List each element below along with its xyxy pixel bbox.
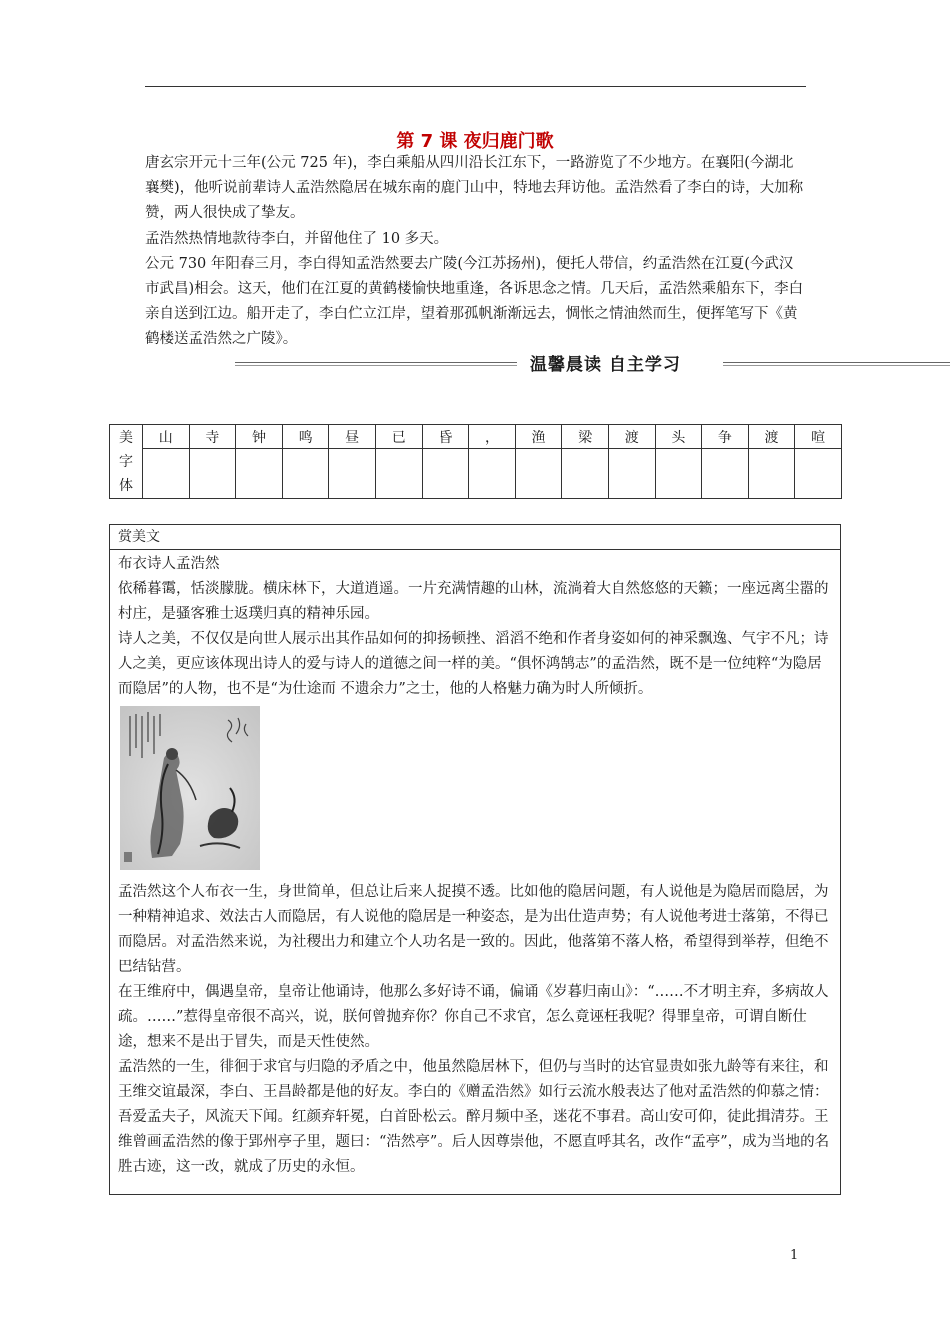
- article-paragraph: 诗人之美，不仅仅是向世人展示出其作品如何的抑扬顿挫、滔滔不绝和作者身姿如何的神采飘逸、气宇不凡；诗人之美，更应该体现出诗人的爱与诗人的道德之间一样的美。“俱怀鸿鹄志”的孟浩然，既不是一位纯粹“为隐居而隐居”的人物，也不是“为仕途而 不遗余力”之士，他的人格魅力确为时人所倾折。: [118, 631, 829, 697]
- article-paragraph: 孟浩然的一生，徘徊于求官与归隐的矛盾之中，他虽然隐居林下，但仍与当时的达官显贵如张九龄等有来往，和王维交谊最深，李白、王昌龄都是他的好友。李白的《赠孟浩然》如行云流水般表达了他对孟浩然的仰慕之情：吾爱孟夫子，风流天下闻。红颜弃轩冕，白首卧松云。醉月频中圣，迷花不事君。高山安可仰，徒此揖清芬。王维曾画孟浩然的像于郢州亭子里，题曰：“浩然亭”。后人因尊崇他，不愿直呼其名，改作“孟亭”，成为当地的名胜古迹，这一改，就成了历史的永恒。: [118, 1059, 830, 1175]
- table-label: [110, 425, 143, 499]
- intro-paragraph: 孟浩然热情地款待李白，并留他住了 10 多天。: [145, 230, 449, 247]
- article-paragraph: 孟浩然这个人布衣一生，身世简单，但总让后来人捉摸不透。比如他的隐居问题，有人说他是为隐居而隐居，为一种精神追求、效法古人而隐居，有人说他的隐居是一种姿态，是为出仕造声势；有人说他考进士落第，不得已而隐居。对孟浩然来说，为社稷出力和建立个人功名是一致的。因此，他落第不落人格，希望得到举荐，但绝不巴结钻营。: [118, 884, 829, 975]
- glyph-cell: 寺: [189, 425, 236, 449]
- practice-cell[interactable]: [329, 449, 376, 499]
- heading-rule-right: [723, 362, 950, 366]
- glyph-cell: ，: [469, 425, 516, 449]
- appreciation-body: [110, 550, 840, 1180]
- appreciation-box: [109, 524, 841, 1195]
- glyph-cell: 喧: [795, 425, 842, 449]
- glyph-cell: 争: [702, 425, 749, 449]
- glyph-cell: 山: [143, 425, 190, 449]
- heading-rule-left: [235, 362, 517, 366]
- glyph-cell: 已: [375, 425, 422, 449]
- practice-cell[interactable]: [189, 449, 236, 499]
- practice-cell[interactable]: [282, 449, 329, 499]
- article-subtitle: 布衣诗人孟浩然: [118, 556, 220, 572]
- label-char: 字: [119, 454, 133, 470]
- section-heading: [145, 350, 805, 376]
- glyph-cell: 梁: [562, 425, 609, 449]
- glyph-cell: 昏: [422, 425, 469, 449]
- practice-cell[interactable]: [702, 449, 749, 499]
- glyph-cell: 鸣: [282, 425, 329, 449]
- lesson-title: 第 7 课 夜归鹿门歌: [396, 131, 554, 152]
- glyph-cell: 渡: [748, 425, 795, 449]
- glyph-cell: 头: [655, 425, 702, 449]
- practice-cell[interactable]: [515, 449, 562, 499]
- intro-paragraph: 公元 730 年阳春三月，李白得知孟浩然要去广陵(今江苏扬州)，便托人带信，约孟浩然在江夏(今武汉市武昌)相会。这天，他们在江夏的黄鹤楼愉快地重逢，各诉思念之情。几天后，孟浩然乘船东下，李白亲自送到江边。船开走了，李白伫立江岸，望着那孤帆渐渐远去，惆怅之情油然而生，便挥笔写下《黄鹤楼送孟浩然之广陵》。: [145, 255, 804, 348]
- ink-painting-scholar-with-crane-icon: [120, 706, 260, 870]
- practice-cell[interactable]: [795, 449, 842, 499]
- practice-cell[interactable]: [748, 449, 795, 499]
- intro-paragraph: 唐玄宗开元十三年(公元 725 年)，李白乘船从四川沿长江东下，一路游览了不少地方。在襄阳(今湖北襄樊)，他听说前辈诗人孟浩然隐居在城东南的鹿门山中，特地去拜访他。孟浩然看了李白的诗，大加称赞，两人很快成了挚友。: [145, 155, 804, 222]
- header-rule: [145, 86, 806, 87]
- practice-cell[interactable]: [562, 449, 609, 499]
- practice-cell[interactable]: [375, 449, 422, 499]
- glyph-cell: 渡: [608, 425, 655, 449]
- glyph-cell: 昼: [329, 425, 376, 449]
- practice-cell[interactable]: [422, 449, 469, 499]
- intro-text: [145, 151, 805, 353]
- appreciation-header: 赏美文: [110, 525, 840, 550]
- article-paragraph: 在王维府中，偶遇皇帝，皇帝让他诵诗，他那么多好诗不诵，偏诵《岁暮归南山》：“……不才明主弃，多病故人疏。……”惹得皇帝很不高兴，说，朕何曾抛弃你？你自己不求官，怎么竟诬枉我呢？得罪皇帝，可谓自断仕途，想来不是出于冒失，而是天性使然。: [118, 984, 829, 1050]
- glyph-cell: 钟: [236, 425, 283, 449]
- practice-cell[interactable]: [236, 449, 283, 499]
- label-char: 美: [119, 430, 133, 446]
- glyph-cell: 渔: [515, 425, 562, 449]
- page-number: 1: [790, 1248, 799, 1263]
- practice-cell[interactable]: [608, 449, 655, 499]
- practice-cell[interactable]: [143, 449, 190, 499]
- section-heading-text: 温馨晨读 自主学习: [530, 355, 681, 375]
- practice-cell[interactable]: [469, 449, 516, 499]
- practice-cell[interactable]: [655, 449, 702, 499]
- article-paragraph: 依稀暮霭，恬淡朦胧。横床林下，大道逍遥。一片充满情趣的山林，流淌着大自然悠悠的天籁；一座远离尘嚣的村庄，是骚客雅士返璞归真的精神乐园。: [118, 581, 829, 622]
- label-char: 体: [119, 478, 133, 494]
- calligraphy-practice-table: [109, 424, 842, 499]
